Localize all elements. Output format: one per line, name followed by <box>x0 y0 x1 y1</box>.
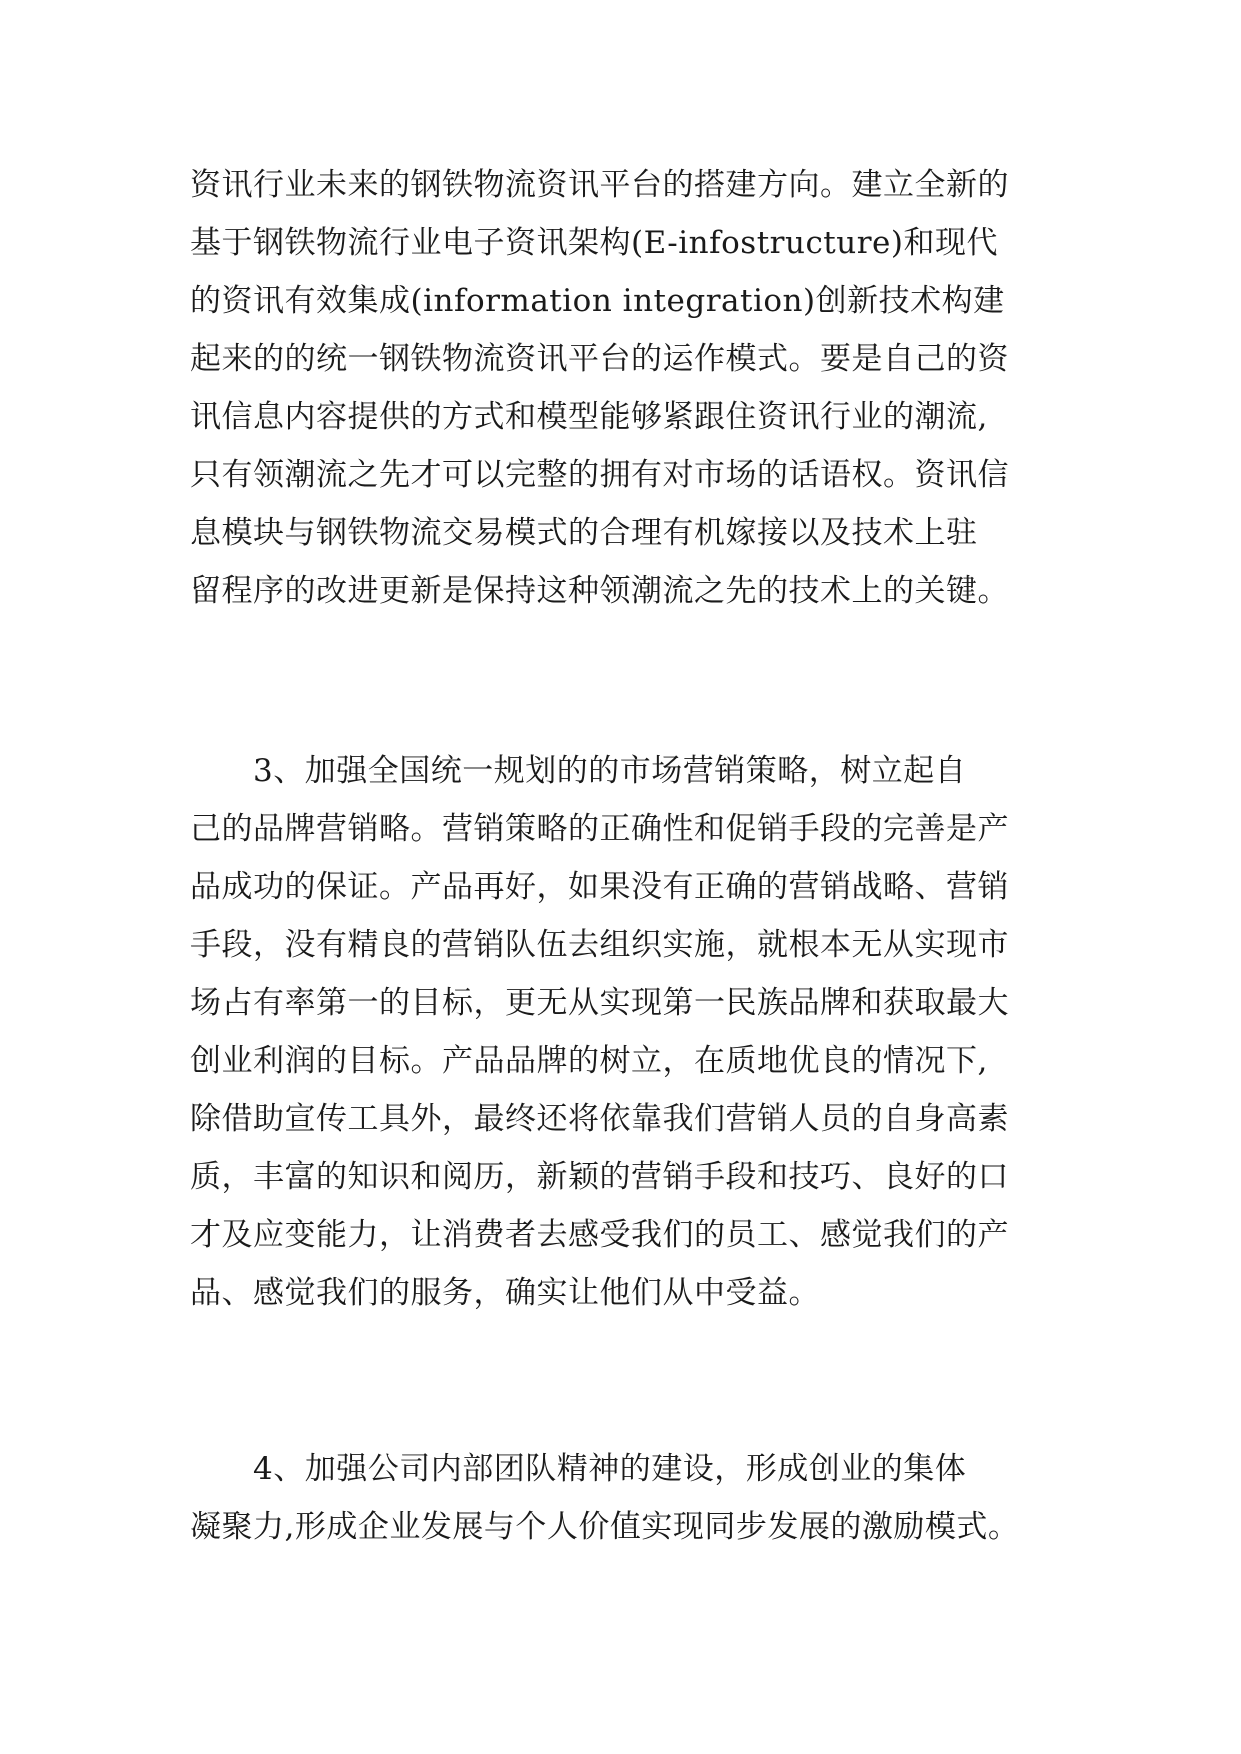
text-line: 的资讯有效集成(information integration)创新技术构建 <box>190 283 1005 319</box>
text-line: 手段，没有精良的营销队伍去组织实施，就根本无从实现市 <box>190 927 1009 963</box>
text-line: 质，丰富的知识和阅历，新颖的营销手段和技巧、良好的口 <box>190 1159 1009 1195</box>
text-line: 品、感觉我们的服务，确实让他们从中受益。 <box>190 1275 820 1311</box>
text-line: 创业利润的目标。产品品牌的树立，在质地优良的情况下, <box>190 1043 988 1079</box>
text-line: 4、加强公司内部团队精神的建设，形成创业的集体 <box>190 1451 967 1487</box>
text-line: 资讯行业未来的钢铁物流资讯平台的搭建方向。建立全新的 <box>190 167 1009 203</box>
text-line: 凝聚力,形成企业发展与个人价值实现同步发展的激励模式。 <box>190 1509 1020 1545</box>
text-line: 留程序的改进更新是保持这种领潮流之先的技术上的关键。 <box>190 573 1009 609</box>
paragraph-team-spirit <box>190 1440 1070 1556</box>
text-line: 基于钢铁物流行业电子资讯架构(E-infostructure)和现代 <box>190 225 998 261</box>
text-line: 场占有率第一的目标，更无从实现第一民族品牌和获取最大 <box>190 985 1009 1021</box>
text-line: 3、加强全国统一规划的的市场营销策略，树立起自 <box>190 753 967 789</box>
paragraph-platform-direction <box>190 156 1070 620</box>
text-line: 除借助宣传工具外，最终还将依靠我们营销人员的自身高素 <box>190 1101 1009 1137</box>
text-line: 起来的的统一钢铁物流资讯平台的运作模式。要是自己的资 <box>190 341 1009 377</box>
text-line: 只有领潮流之先才可以完整的拥有对市场的话语权。资讯信 <box>190 457 1009 493</box>
paragraph-marketing-strategy <box>190 742 1070 1322</box>
text-line: 才及应变能力，让消费者去感受我们的员工、感觉我们的产 <box>190 1217 1009 1253</box>
text-line: 息模块与钢铁物流交易模式的合理有机嫁接以及技术上驻 <box>190 515 978 551</box>
text-line: 讯信息内容提供的方式和模型能够紧跟住资讯行业的潮流, <box>190 399 988 435</box>
text-line: 品成功的保证。产品再好，如果没有正确的营销战略、营销 <box>190 869 1009 905</box>
text-line: 己的品牌营销略。营销策略的正确性和促销手段的完善是产 <box>190 811 1009 847</box>
